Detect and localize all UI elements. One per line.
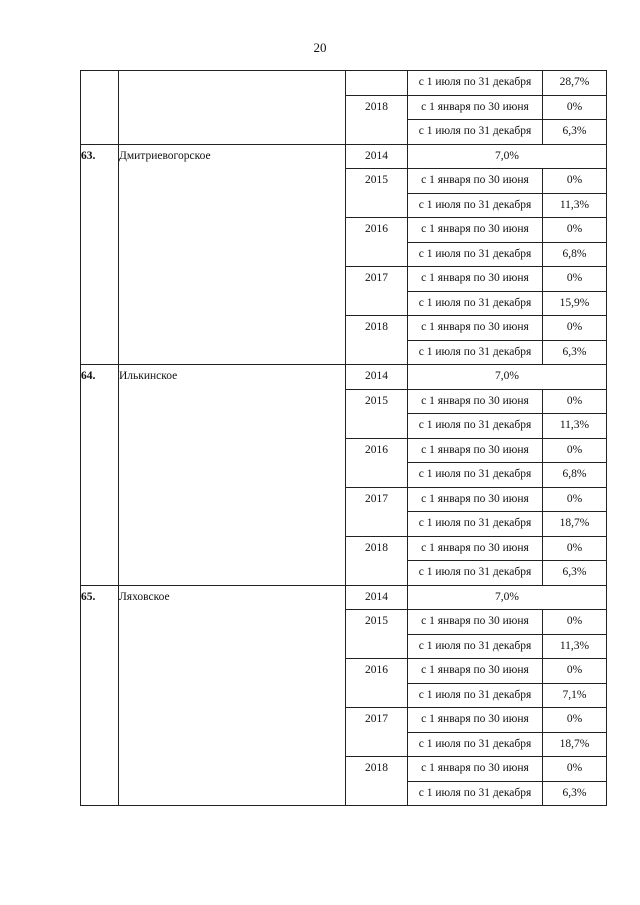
period-cell: с 1 июля по 31 декабря [408,340,543,365]
rate-cell: 0% [543,218,607,243]
period-cell: с 1 января по 30 июня [408,757,543,782]
entry-name: Илькинское [119,365,346,586]
year-cell: 2018 [346,757,408,806]
rate-cell: 7,0% [408,144,607,169]
year-cell: 2018 [346,95,408,144]
rate-cell: 6,3% [543,340,607,365]
period-cell: с 1 января по 30 июня [408,438,543,463]
rate-cell: 7,1% [543,683,607,708]
rate-cell: 15,9% [543,291,607,316]
period-cell: с 1 января по 30 июня [408,218,543,243]
year-cell [346,71,408,96]
rate-cell: 6,8% [543,242,607,267]
period-cell: с 1 января по 30 июня [408,267,543,292]
rate-cell: 28,7% [543,71,607,96]
rate-cell: 6,3% [543,561,607,586]
period-cell: с 1 июля по 31 декабря [408,463,543,488]
table-row [81,144,607,169]
rate-cell: 7,0% [408,585,607,610]
num-cell [81,71,119,145]
period-cell: с 1 января по 30 июня [408,536,543,561]
rate-cell: 6,8% [543,463,607,488]
rate-cell: 7,0% [408,365,607,390]
entry-name: Ляховское [119,585,346,806]
rate-cell: 0% [543,316,607,341]
page-number: 20 [313,40,327,55]
entry-number: 63. [81,144,119,365]
rate-cell: 0% [543,169,607,194]
period-cell: с 1 июля по 31 декабря [408,781,543,806]
rate-cell: 6,3% [543,781,607,806]
period-cell: с 1 июля по 31 декабря [408,414,543,439]
period-cell: с 1 июля по 31 декабря [408,683,543,708]
year-cell: 2014 [346,585,408,610]
period-cell: с 1 января по 30 июня [408,95,543,120]
period-cell: с 1 января по 30 июня [408,659,543,684]
rate-cell: 11,3% [543,193,607,218]
period-cell: с 1 июля по 31 декабря [408,120,543,145]
rate-cell: 0% [543,389,607,414]
entry-name: Дмитриевогорское [119,144,346,365]
year-cell: 2018 [346,316,408,365]
period-cell: с 1 июля по 31 декабря [408,242,543,267]
period-cell: с 1 июля по 31 декабря [408,634,543,659]
period-cell: с 1 января по 30 июня [408,708,543,733]
year-cell: 2017 [346,487,408,536]
year-cell: 2015 [346,610,408,659]
rate-cell: 0% [543,708,607,733]
table-row [81,71,607,96]
year-cell: 2014 [346,365,408,390]
tariff-table [80,70,607,806]
year-cell: 2016 [346,659,408,708]
period-cell: с 1 июля по 31 декабря [408,561,543,586]
period-cell: с 1 июля по 31 декабря [408,193,543,218]
table-row [81,585,607,610]
year-cell: 2014 [346,144,408,169]
rate-cell: 18,7% [543,732,607,757]
entry-number: 64. [81,365,119,586]
rate-cell: 11,3% [543,634,607,659]
rate-cell: 0% [543,95,607,120]
year-cell: 2016 [346,438,408,487]
rate-cell: 0% [543,487,607,512]
table-row [81,365,607,390]
period-cell: с 1 января по 30 июня [408,316,543,341]
period-cell: с 1 июля по 31 декабря [408,732,543,757]
year-cell: 2015 [346,169,408,218]
rate-cell: 0% [543,659,607,684]
name-cell [119,71,346,145]
rate-cell: 0% [543,610,607,635]
period-cell: с 1 июля по 31 декабря [408,291,543,316]
rate-cell: 0% [543,267,607,292]
year-cell: 2016 [346,218,408,267]
year-cell: 2018 [346,536,408,585]
year-cell: 2015 [346,389,408,438]
rate-cell: 11,3% [543,414,607,439]
year-cell: 2017 [346,267,408,316]
period-cell: с 1 июля по 31 декабря [408,71,543,96]
rate-cell: 0% [543,757,607,782]
period-cell: с 1 июля по 31 декабря [408,512,543,537]
rate-cell: 0% [543,438,607,463]
entry-number: 65. [81,585,119,806]
rate-cell: 18,7% [543,512,607,537]
rate-cell: 6,3% [543,120,607,145]
period-cell: с 1 января по 30 июня [408,169,543,194]
year-cell: 2017 [346,708,408,757]
period-cell: с 1 января по 30 июня [408,610,543,635]
rate-cell: 0% [543,536,607,561]
period-cell: с 1 января по 30 июня [408,389,543,414]
period-cell: с 1 января по 30 июня [408,487,543,512]
